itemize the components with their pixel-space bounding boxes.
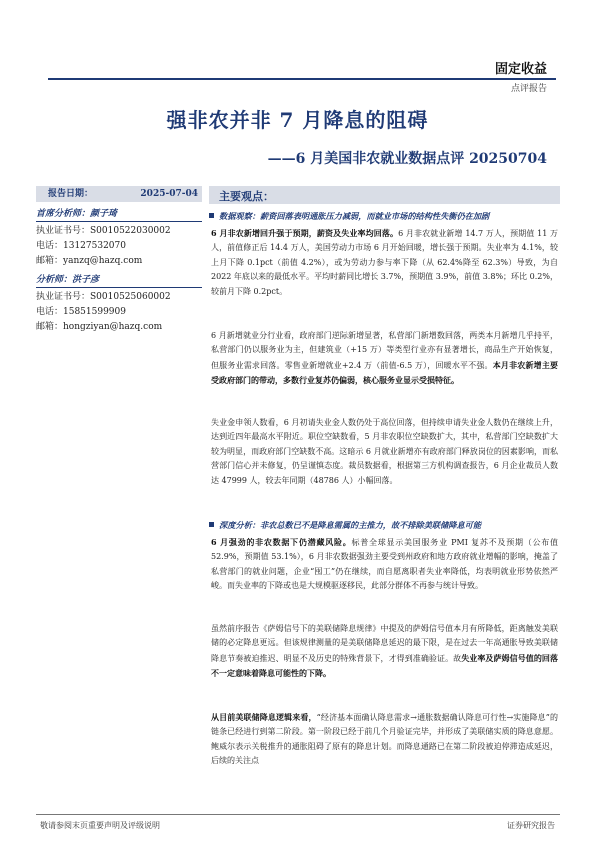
analyst-license: 执业证书号：S0010522030002 (36, 226, 171, 236)
paragraph (211, 535, 558, 594)
analyst-role: 首席分析师：颜子琦 (36, 208, 202, 222)
paragraph-text: 虽然前序报告《萨姆信号下的美联储降息规律》中提及的萨姆信号值本月有所降低，距离触发美联储的必定降息更远。但该规律测量的是美联储降息延迟的最下限，是在过去一年高通胀导致美联储降息节奏被迫推迟、明显不及历史的特殊背景下，才得到准确验证。故 (211, 624, 558, 663)
paragraph-lead: 从目前美联储降息逻辑来看， (211, 712, 317, 722)
paragraph-text: 标普全球显示美国服务业 PMI 复苏不及预期（公布值 52.9%，预期值 53.1%），6 月非农数据强劲主要受到州政府和地方政府就业增幅的影响，掩盖了私营部门的就业问题，企业“囤工”仍在继续，而自愿离职者失业率降低，均表明就业形势依然严峻。而失业率的下降或也是大规模驱逐移民，此部分群体不再参与统计导致。 (211, 538, 558, 591)
header-report-type: 点评报告 (510, 84, 547, 94)
key-points-bar (209, 186, 560, 204)
paragraph-text: “经济基本面确认降息需求→通胀数据确认降息可行性→实施降息”的链条已经进行到第二阶段。第一阶段已经于前几个月验证完毕，并形成了美联储实质的降息意愿。鲍威尔表示关税推升的通胀阻碍了原有的降息计划。而降息通路已在第二阶段被迫停滞造成延迟，后续的关注点 (211, 713, 558, 766)
footer-brand: 证券研究报告 (507, 821, 555, 830)
square-bullet-icon (209, 522, 214, 527)
footer-disclaimer[interactable]: 敬请参阅末页重要声明及评级说明 (40, 821, 160, 830)
analyst-email[interactable]: 邮箱：yanzq@hazq.com (36, 256, 143, 266)
paragraph (211, 329, 558, 389)
paragraph-text: 6 月新增就业分行业看，政府部门逆际新增显著，私营部门新增数回落，两类本月新增几乎持平，私营部门仍以服务业为主，但建筑业（+15 万）等类型行业亦有显著增长，商品生产开始恢复，但服务业需求回落。零售业新增就业+2.4 万（前值-6.5 万），回暖水平不强。 (211, 331, 558, 370)
report-subtitle: ——6 月美国非农就业数据点评 20250704 (267, 151, 547, 167)
paragraph-lead: 6 月非农新增回升强于预期，薪资及失业率均回落。 (211, 228, 399, 238)
footer-rule (36, 814, 560, 815)
section-heading (209, 209, 560, 223)
paragraph (211, 416, 558, 488)
section-heading-text: 深度分析：非农总数已不是降息需属的主推力，故不排除美联储降息可能 (219, 520, 482, 530)
section-heading (209, 518, 560, 532)
analyst-phone: 电话：15851599909 (36, 307, 126, 317)
section-heading-text: 数据观察：薪资回落表明通胀压力减弱，而就业市场的结构性失衡仍在加剧 (219, 211, 490, 221)
report-date-value: 2025-07-04 (140, 189, 198, 199)
header-rule (48, 78, 556, 80)
paragraph (211, 622, 558, 682)
analyst-role: 分析师：洪子彦 (36, 274, 202, 288)
paragraph-text: 失业金申领人数看，6 月初请失业金人数仍处于高位回落，但持续申请失业金人数仍在继续上升，达到近四年最高水平附近。职位空缺数看，5 月非农职位空缺数扩大，其中，私营部门空缺数扩大较为明显，而政府部门空缺数不高。这暗示 6 月就业新增亦有政府部门释放岗位的因素影响，而私营部门信心并未修复，仍呈谨慎态度。裁员数据看，根据第三方机构调查报告，6 月企业裁员人数达 47999 人，较去年同期（48786 人）小幅回落。 (211, 418, 558, 485)
square-bullet-icon (209, 213, 214, 218)
key-points-heading: 主要观点： (219, 190, 274, 203)
header-category: 固定收益 (494, 62, 547, 77)
paragraph-lead: 6 月强劲的非农数据下仍潜藏风险。 (211, 537, 352, 547)
paragraph-emphasis: 本月非农新增主要受政府部门的带动，多数行业复苏仍偏弱，核心服务业显示受损特征。 (211, 359, 559, 386)
report-title: 强非农并非 7 月降息的阻碍 (166, 108, 429, 132)
paragraph (211, 226, 558, 299)
analyst-email[interactable]: 邮箱：hongziyan@hazq.com (36, 322, 163, 332)
analyst-license: 执业证书号：S0010525060002 (36, 292, 171, 302)
paragraph-emphasis: 失业率及萨姆信号值的回落不一定意味着降息可能性的下降。 (211, 652, 559, 679)
analyst-phone: 电话：13127532070 (36, 241, 126, 251)
paragraph (211, 710, 558, 769)
report-date-label: 报告日期： (48, 189, 94, 199)
paragraph-text: 6 月非农就业新增 14.7 万人，预期值 11 万人，前值修正后 14.4 万人，美国劳动力市场 6 月开始回暖，增长强于预期。失业率为 4.1%，较上月下降 0.1pct（前值 4.2%），或为劳动力参与率下降（从 62.4%降至 62.3%）导致，为自 2022 年底以来的最低水平。平均时薪同比增长 3.7%，预期值 3.9%，前值 3.8%；环比 0.2%，较前月下降 0.2pct。 (211, 229, 559, 296)
report-date-bar (36, 186, 202, 202)
